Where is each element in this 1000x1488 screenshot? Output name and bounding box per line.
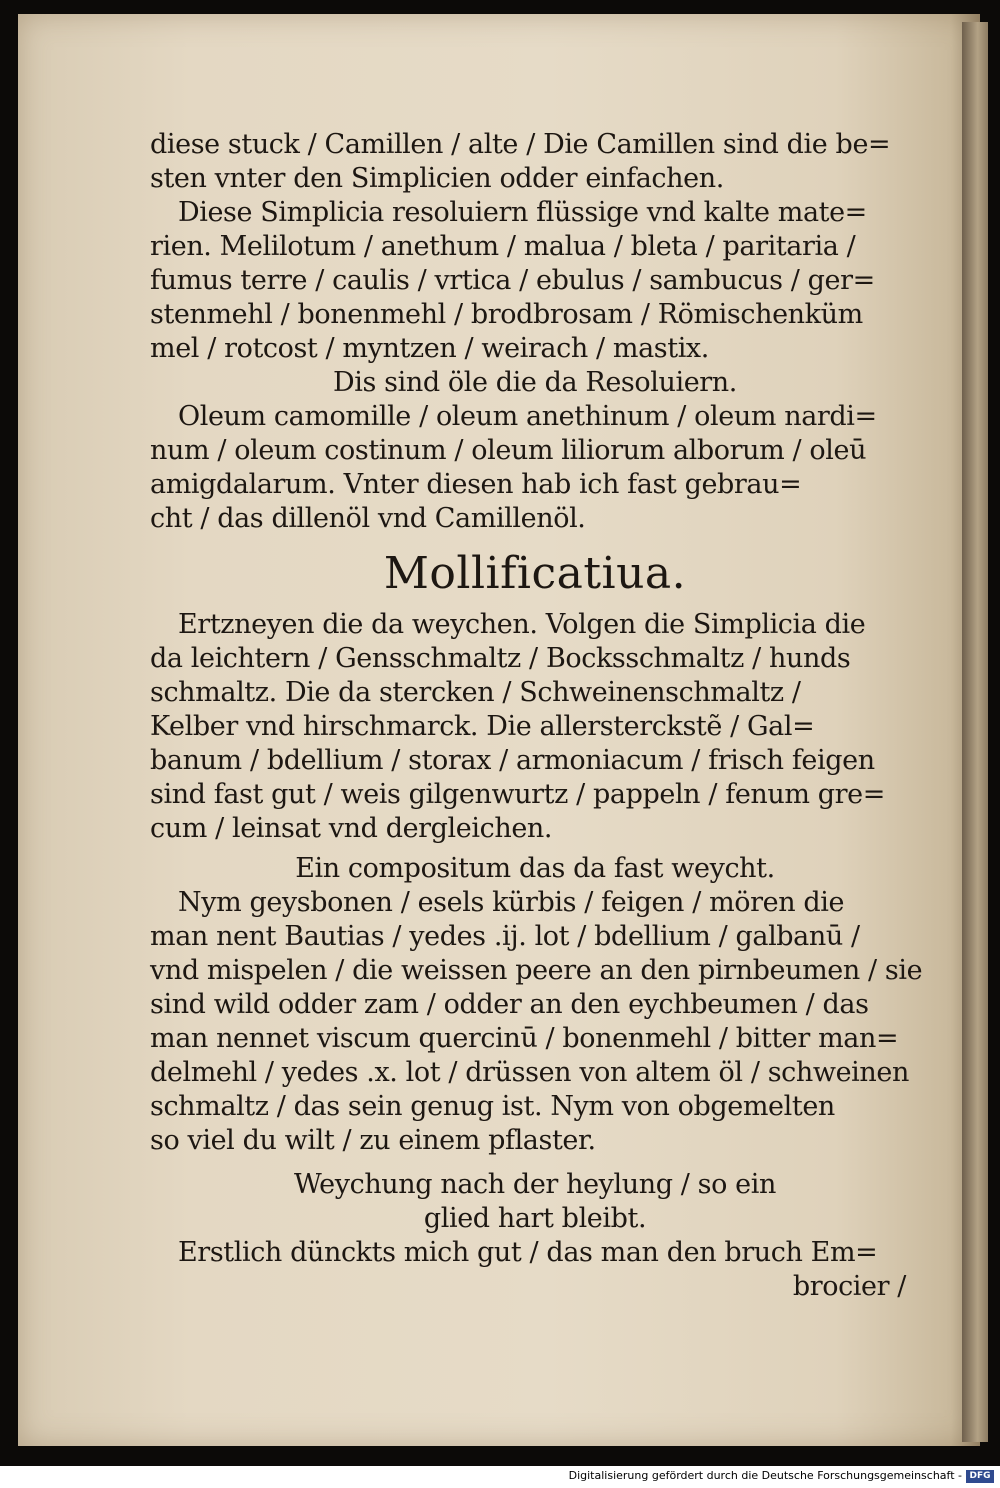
text-line: amigdalarum. Vnter diesen hab ich fast gebrau= (150, 469, 802, 500)
section-subheading: Dis sind öle die da Resoluiern. (333, 367, 737, 398)
text-line: banum / bdellium / storax / armoniacum / frisch feigen (150, 745, 875, 776)
text-line: so viel du wilt / zu einem pflaster. (150, 1125, 596, 1156)
catchword: brocier / (792, 1271, 906, 1302)
text-line: man nennet viscum quercinū / bonenmehl / bitter man= (150, 1023, 899, 1054)
page-text (150, 128, 923, 1304)
text-line: da leichtern / Gensschmaltz / Bocksschmaltz / hunds (150, 643, 851, 674)
text-line: Ertzneyen die da weychen. Volgen die Simplicia die (178, 609, 866, 640)
funding-note: Digitalisierung gefördert durch die Deutsche Forschungsgemeinschaft - (568, 1469, 962, 1482)
page-edge (962, 22, 988, 1442)
text-line: Oleum camomille / oleum anethinum / oleum nardi= (178, 401, 877, 432)
text-line: Erstlich dünckts mich gut / das man den bruch Em= (178, 1237, 878, 1268)
footer-bar (0, 1466, 1000, 1488)
text-line: rien. Melilotum / anethum / malua / bleta / paritaria / (150, 231, 856, 262)
text-line: num / oleum costinum / oleum liliorum alborum / oleū (150, 435, 867, 466)
recipe-heading: Weychung nach der heylung / so ein (294, 1169, 776, 1200)
text-line: sind fast gut / weis gilgenwurtz / pappeln / fenum gre= (150, 779, 885, 810)
text-line: sten vnter den Simplicien odder einfachen. (150, 163, 724, 194)
text-line: fumus terre / caulis / vrtica / ebulus / sambucus / ger= (150, 265, 875, 296)
section-heading: Mollificatiua. (383, 548, 687, 599)
recipe-heading: glied hart bleibt. (423, 1203, 647, 1234)
text-line: cht / das dillenöl vnd Camillenöl. (150, 503, 586, 534)
text-line: stenmehl / bonenmehl / brodbrosam / Römischenküm (150, 299, 863, 330)
recipe-heading: Ein compositum das da fast weycht. (295, 853, 775, 884)
text-line: delmehl / yedes .x. lot / drüssen von altem öl / schweinen (150, 1057, 909, 1088)
text-line: vnd mispelen / die weissen peere an den pirnbeumen / sie (150, 955, 923, 986)
text-line: Diese Simplicia resoluiern flüssige vnd kalte mate= (178, 197, 867, 228)
text-line: Nym geysbonen / esels kürbis / feigen / mören die (178, 887, 845, 918)
dfg-logo: DFG (966, 1470, 994, 1483)
text-line: Kelber vnd hirschmarck. Die allersterckstẽ / Gal= (150, 711, 815, 742)
text-line: schmaltz / das sein genug ist. Nym von obgemelten (150, 1091, 835, 1122)
text-line: man nent Bautias / yedes .ij. lot / bdellium / galbanū / (150, 921, 860, 952)
text-line: diese stuck / Camillen / alte / Die Camillen sind die be= (150, 129, 891, 160)
text-line: mel / rotcost / myntzen / weirach / mastix. (150, 333, 709, 364)
text-line: cum / leinsat vnd dergleichen. (150, 813, 553, 844)
text-line: sind wild odder zam / odder an den eychbeumen / das (150, 989, 869, 1020)
text-line: schmaltz. Die da stercken / Schweinenschmaltz / (150, 677, 801, 708)
